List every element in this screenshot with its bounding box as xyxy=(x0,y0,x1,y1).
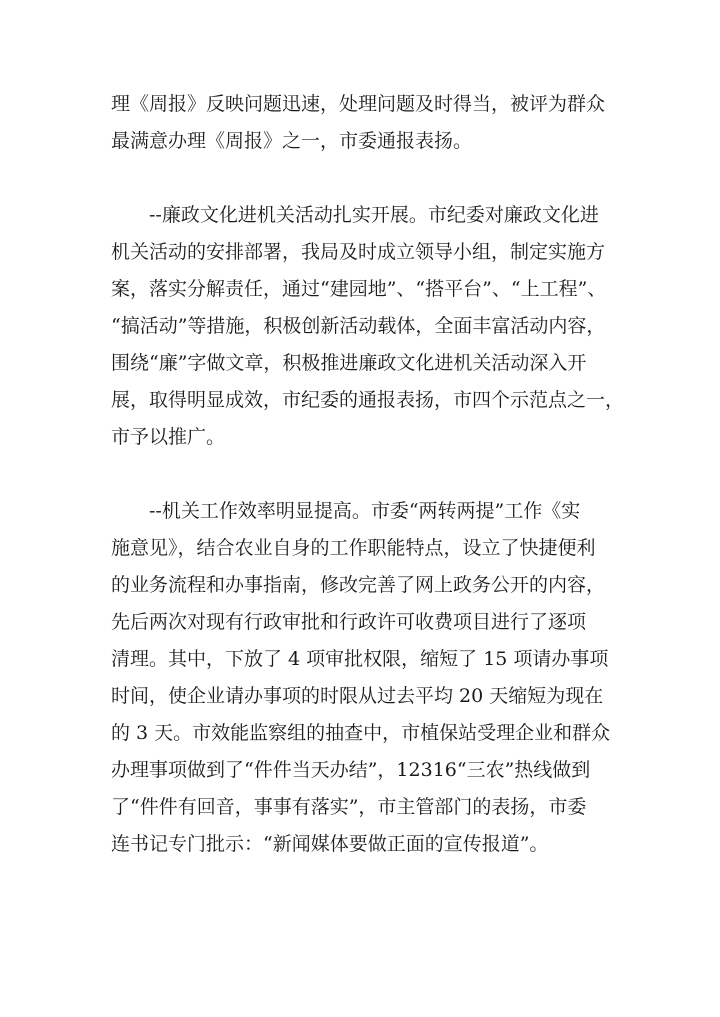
text-line: --廉政文化进机关活动扎实开展。市纪委对廉政文化进 xyxy=(149,204,599,226)
text-line: “搞活动”等措施，积极创新活动载体，全面丰富活动内容， xyxy=(111,315,606,337)
paragraph-report-praise xyxy=(111,86,609,160)
text-line: 围绕“廉”字做文章，积极推进廉政文化进机关活动深入开 xyxy=(111,352,587,374)
text-line: 机关活动的安排部署，我局及时成立领导小组，制定实施方 xyxy=(111,241,606,263)
text-line: 的 3 天。市效能监察组的抽查中，市植保站受理企业和群众 xyxy=(111,722,611,744)
paragraph-integrity-culture xyxy=(111,197,625,456)
text-line: 了“件件有回音，事事有落实”，市主管部门的表扬，市委 xyxy=(111,796,587,818)
paragraph-work-efficiency xyxy=(111,493,609,863)
text-line: 理《周报》反映问题迅速，处理问题及时得当，被评为群众 xyxy=(111,93,606,115)
text-line: 清理。其中，下放了 4 项审批权限，缩短了 15 项请办事项 xyxy=(111,648,609,670)
document-page xyxy=(111,86,625,863)
text-line: 最满意办理《周报》之一，市委通报表扬。 xyxy=(111,130,473,152)
text-line: 办理事项做到了“件件当天办结”，12316“三农”热线做到 xyxy=(111,759,591,781)
text-line: --机关工作效率明显提高。市委“两转两提”工作《实 xyxy=(149,500,581,522)
text-line: 连书记专门批示：“新闻媒体要做正面的宣传报道”。 xyxy=(111,833,549,855)
text-line: 市予以推广。 xyxy=(111,426,226,448)
text-line: 的业务流程和办事指南，修改完善了网上政务公开的内容， xyxy=(111,574,606,596)
text-line: 施意见》，结合农业自身的工作职能特点，设立了快捷便利 xyxy=(111,537,596,559)
text-line: 案，落实分解责任，通过“建园地”、“搭平台”、“上工程”、 xyxy=(111,278,607,300)
text-line: 时间，使企业请办事项的时限从过去平均 20 天缩短为现在 xyxy=(111,685,604,707)
text-line: 展，取得明显成效，市纪委的通报表扬，市四个示范点之一， xyxy=(111,389,625,411)
text-line: 先后两次对现有行政审批和行政许可收费项目进行了逐项 xyxy=(111,611,587,633)
